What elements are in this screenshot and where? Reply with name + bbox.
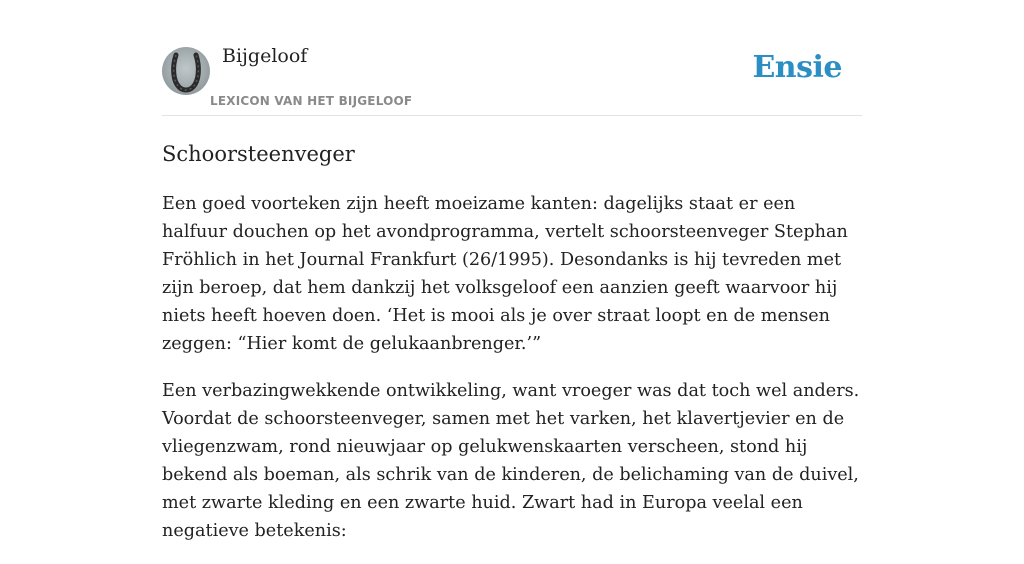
site-header [162, 0, 862, 116]
content-container [162, 0, 862, 564]
article-paragraph: Een goed voorteken zijn heeft moeizame kanten: dagelijks staat er een halfuur douchen op het avondprogramma, vertelt schoorsteenveger Stephan Fröhlich in het Journal Frankfurt (26/1995). Desondanks is hij tevreden met zijn beroep, dat hem dankzij het volksgeloof een aanzien geeft waarvoor hij niets heeft hoeven doen. ‘Het is mooi als je over straat loopt en de mensen zeggen: “Hier komt de gelukaanbrenger.’” [162, 194, 848, 354]
brand-logo-link[interactable]: Ensie [752, 50, 842, 85]
site-name[interactable]: Bijgeloof [222, 45, 308, 67]
article-paragraph: Een verbazingwekkende ontwikkeling, want vroeger was dat toch wel anders. Voordat de schoorsteenveger, samen met het varken, het klavertjevier en de vliegenzwam, rond nieuwjaar op gelukwenskaarten verscheen, stond hij bekend als boeman, als schrik van de kinderen, de belichaming van de duivel, met zwarte kleding en een zwarte huid. Zwart had in Europa veelal een negatieve betekenis: [162, 381, 860, 541]
horseshoe-icon[interactable] [162, 47, 210, 95]
site-subtitle: LEXICON VAN HET BIJGELOOF [210, 94, 413, 108]
article-title: Schoorsteenveger [162, 142, 355, 166]
article-body [162, 190, 862, 545]
